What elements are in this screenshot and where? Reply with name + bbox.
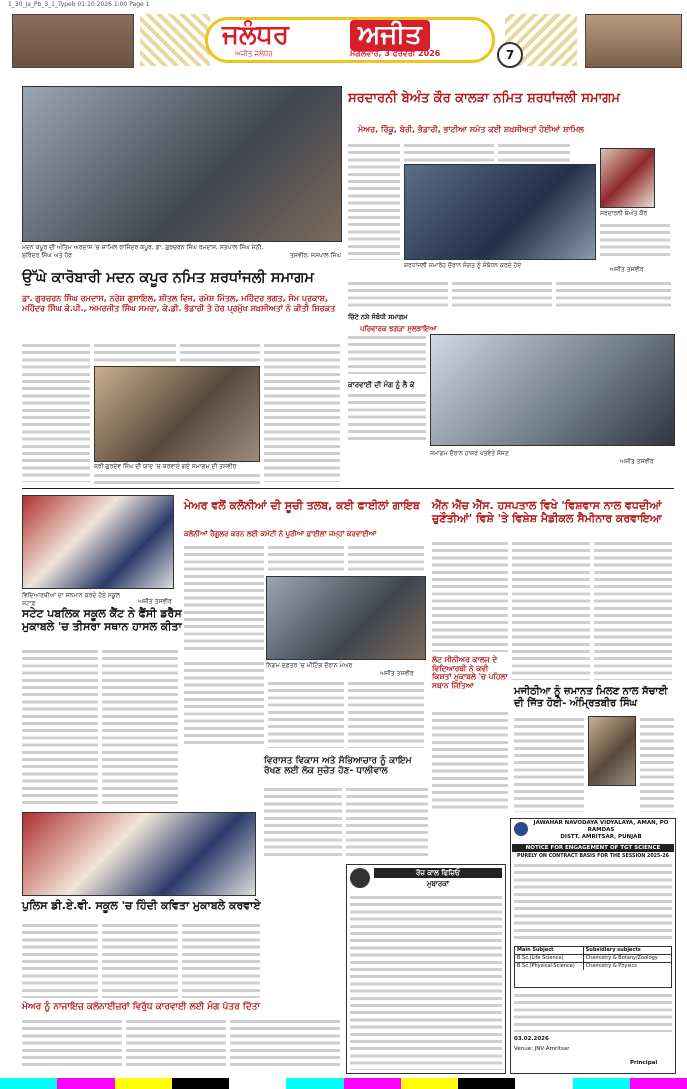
masthead-photo-right xyxy=(585,14,682,68)
story4-caption: ਵਿਦਿਆਰਥੀਆਂ ਦਾ ਸਨਮਾਨ ਕਰਦੇ ਹੋਏ ਸਕੂਲ ਸਟਾਫ਼ xyxy=(22,592,120,607)
ad-venue: Venue: JNV Amritsar xyxy=(514,1046,570,1052)
story10-text-col2 xyxy=(102,922,178,998)
ad-table-header-1: Main Subject xyxy=(515,947,584,954)
story1-inner-photo xyxy=(94,366,260,462)
story5-subhead: ਕਲੋਨੀਆਂ ਰੈਗੂਲਰ ਕਰਨ ਲਈ ਕਮੇਟੀ ਨੇ ਪੂਰੀਆਂ ਫ਼ਾਈਲਾਂ ਜਮ੍ਹਾਂ ਕਰਵਾਈਆਂ xyxy=(184,530,377,538)
masthead-photo-left xyxy=(12,14,134,68)
story2-text-col1 xyxy=(348,142,400,260)
story8-text-col2 xyxy=(640,716,674,812)
story10-text-col3 xyxy=(182,922,260,998)
notice-body xyxy=(350,894,502,1070)
story1-photo xyxy=(22,86,342,242)
masthead-pattern-left xyxy=(140,14,210,66)
ad-table-header-2: Subsidiary subjects xyxy=(585,947,641,953)
ad-date: 03.02.2026 xyxy=(514,1036,549,1042)
story5-credit: ਅਜੀਤ ਤਸਵੀਰ xyxy=(380,670,414,677)
story5-text-col2 xyxy=(268,544,344,574)
story10-bottom-text-col1 xyxy=(22,1018,122,1070)
story3-text-d xyxy=(348,334,426,374)
story3-credit: ਅਜੀਤ ਤਸਵੀਰ xyxy=(620,458,654,465)
story2-text-col2 xyxy=(404,142,494,162)
story5-headline: ਮੇਅਰ ਵਲੋਂ ਕਲੋਨੀਆਂ ਦੀ ਸੂਚੀ ਤਲਬ, ਕਈ ਫਾਈਲਾਂ ਗਾਇਬ xyxy=(184,499,420,512)
ad-table-cell: B.Sc.(Life Science) xyxy=(515,955,584,962)
story3-text-e xyxy=(348,392,426,442)
story3-kicker: ਚਿੱਟੇ ਨਸ਼ੇ ਸੰਬੰਧੀ ਸਮਾਗਮ xyxy=(348,313,408,321)
ad-notice-band-2: PURELY ON CONTRACT BASIS FOR THE SESSION 2025-26 xyxy=(516,854,670,859)
story5-photo-caption: ਨਿਗਮ ਦਫ਼ਤਰ 'ਚ ਮੀਟਿੰਗ ਦੌਰਾਨ ਮੇਅਰ xyxy=(266,662,353,669)
story2-headline: ਸਰਦਾਰਨੀ ਬੇਅੰਤ ਕੌਰ ਕਾਲੜਾ ਨਮਿਤ ਸ਼ਰਧਾਂਜਲੀ ਸਮਾਗਮ xyxy=(348,91,620,106)
story4-text-col2 xyxy=(102,648,178,808)
story9-text-col1 xyxy=(264,786,342,856)
story4-credit: ਅਜੀਤ ਤਸਵੀਰ xyxy=(138,598,172,605)
story9-text-col2 xyxy=(346,786,428,856)
story6-text-col3 xyxy=(594,540,672,680)
story2-subhead: ਮੇਅਰ, ਰਿੰਕੂ, ਬੇਰੀ, ਭੰਡਾਰੀ, ਭਾਟੀਆ ਸਮੇਤ ਕਈ ਸ਼ਖ਼ਸੀਅਤਾਂ ਹੋਈਆਂ ਸ਼ਾਮਿਲ xyxy=(358,125,584,134)
story4-text-col1 xyxy=(22,648,98,808)
story5-text-col1b xyxy=(184,660,264,748)
ad-school-name: JAWAHAR NAVODAYA VIDYALAYA, AMAN, PO RAMDAS xyxy=(533,820,669,833)
story3-text-b xyxy=(452,280,552,308)
story2-portrait-caption: ਸਰਦਾਰਨੀ ਬੇਅੰਤ ਕੌਰ xyxy=(600,210,648,217)
ad-logo-icon xyxy=(514,822,528,836)
story5-text-col3b xyxy=(348,680,424,748)
story1-text-col1 xyxy=(22,342,90,482)
story7-text xyxy=(432,710,508,810)
story5-text-col3 xyxy=(348,544,424,574)
story7-headline: ਲੋਟ ਸੀਨੀਅਰ ਕਾਲਜ ਦੇ ਵਿਦਿਆਰਥੀ ਨੇ ਕਵੀ ਕਿਸ਼ਤਾਂ ਮੁਕਾਬਲੇ 'ਚ ਪਹਿਲਾ ਸਥਾਨ ਜਿੱਤਿਆ xyxy=(432,655,508,690)
story10-text-col1 xyxy=(22,922,98,998)
story1-headline: ਉੱਘੇ ਕਾਰੋਬਾਰੀ ਮਦਨ ਕਪੂਰ ਨਮਿਤ ਸ਼ਰਧਾਂਜਲੀ ਸਮਾਗਮ xyxy=(22,270,314,286)
story3-text-a xyxy=(348,280,448,308)
story1-text-col3 xyxy=(180,342,260,364)
masthead-subtitle: ਅਜੀਤ ਜਲੰਧਰ xyxy=(235,50,273,58)
story10-bottom-headline: ਮੇਅਰ ਨੂੰ ਨਾਜਾਇਜ਼ ਕਲੋਨਾਈਜ਼ਰਾਂ ਵਿਰੁੱਧ ਕਾਰਵਾਈ ਲਈ ਮੰਗ ਪੱਤਰ ਦਿੱਤਾ xyxy=(22,1002,260,1012)
story2-text-col3 xyxy=(498,142,570,162)
story10-bottom-text-col3 xyxy=(230,1018,340,1070)
notice-emblem-icon xyxy=(350,868,370,888)
story5-text-col2b xyxy=(268,680,344,748)
story5-photo xyxy=(266,576,426,660)
story8-text-col1 xyxy=(514,716,584,812)
story3-mid-headline: ਪਰਿਵਾਰਕ ਝਗੜਾ ਸੁਲਝਾਇਆ xyxy=(360,325,437,333)
story10-headline: ਪੁਲਿਸ ਡੀ.ਏ.ਵੀ. ਸਕੂਲ 'ਚ ਹਿੰਦੀ ਕਵਿਤਾ ਮੁਕਾਬਲੇ ਕਰਵਾਏ xyxy=(22,899,261,912)
masthead-title-city: ਜਲੰਧਰ xyxy=(222,20,290,50)
story2-text-col4 xyxy=(600,222,670,260)
story5-text-col1 xyxy=(184,544,264,654)
story9-headline: ਵਿਰਾਸਤ ਵਿਕਾਸ ਅਤੇ ਸੱਭਿਆਚਾਰ ਨੂੰ ਕਾਇਮ ਰੱਖਣ ਲਈ ਲੋਕ ਸੁਚੇਤ ਹੋਣ- ਧਾਲੀਵਾਲ xyxy=(264,756,412,777)
story2-portrait xyxy=(600,148,655,208)
story1-credit: ਤਸਵੀਰ: ਜਸਪਾਲ ਸਿੰਘ xyxy=(290,252,341,259)
print-strip: 1_30_Ja_Pb_3_1_Typeb 01:10 2026 1:00 Page 1 xyxy=(8,1,150,8)
ad-district: DISTT. AMRITSAR, PUNJAB xyxy=(560,834,642,840)
ad-table-cell: Chemistry & Physics xyxy=(585,963,637,969)
ad-body-2 xyxy=(514,992,672,1032)
page-number: 7 xyxy=(497,42,523,68)
print-color-bar xyxy=(0,1078,687,1089)
ad-body xyxy=(514,862,672,942)
story1-text-bottom xyxy=(94,472,260,486)
story3-photo-caption: ਸਮਾਗਮ ਦੌਰਾਨ ਹਾਜ਼ਰ ਪਤਵੰਤੇ ਸੱਜਣ xyxy=(430,450,509,457)
masthead-title-paper: ਅਜੀਤ xyxy=(350,20,430,51)
ad-table xyxy=(514,946,672,988)
story6-text-col1 xyxy=(432,540,508,652)
story1-text-col4 xyxy=(264,342,340,482)
story3-text-c xyxy=(556,280,671,308)
ad-signature: Principal xyxy=(630,1060,658,1066)
ad-notice-band: NOTICE FOR ENGAGEMENT OF TGT SCIENCE xyxy=(512,844,674,852)
story6-headline: ਐੱਨ ਐੱਚ ਐੱਸ. ਹਸਪਤਾਲ ਵਿਖੇ 'ਵਿਸ਼ਵਾਸ ਨਾਲ ਵਧਦੀਆਂ ਚੁਣੌਤੀਆਂ' ਵਿਸ਼ੇ 'ਤੇ ਵਿਸ਼ੇਸ਼ ਮੈਡੀਕਲ ਸੈਮੀਨਾਰ ਕਰਵਾਇਆ xyxy=(432,499,662,525)
story1-inner-caption: ਸ਼੍ਰੀ ਗੁਰਦੇਵ ਸਿੰਘ ਦੀ ਯਾਦ 'ਚ ਕਰਵਾਏ ਗਏ ਸਮਾਗਮ ਦੀ ਤਸਵੀਰ xyxy=(94,463,237,470)
notice-title: ਰੋਜ਼ ਕਾਲ ਫਿਜ਼ਿਓ xyxy=(374,868,502,878)
story1-text-col2 xyxy=(94,342,176,364)
story1-caption: ਮਦਨ ਕਪੂਰ ਦੀ ਅੰਤਿਮ ਅਰਦਾਸ 'ਚ ਸ਼ਾਮਿਲ ਰਾਜਿੰਦਰ ਕਪੂਰ, ਡਾ. ਗੁਰਚਰਨ ਸਿੰਘ ਰਮਦਾਸ, ਸਤਪਾਲ ਸਿੰਘ ਸੇਠੀ, ਸੁਰਿੰਦਰ ਸਿੰਘ ਅਤੇ ਹੋਰ xyxy=(22,244,264,259)
notice-subtitle: ਮੁਬਾਰਕਾਂ xyxy=(426,880,450,888)
story2-photo xyxy=(404,164,596,260)
story10-bottom-text-col2 xyxy=(126,1018,226,1070)
issue-date: ਮੰਗਲਵਾਰ, 3 ਫਰਵਰੀ 2026 xyxy=(350,49,441,58)
story6-text-col2 xyxy=(512,540,590,680)
story10-photo xyxy=(22,812,256,896)
story4-headline: ਸਟੇਟ ਪਬਲਿਕ ਸਕੂਲ ਕੈਂਟ ਨੇ ਫੈਂਸੀ ਡਰੈੱਸ ਮੁਕਾਬਲੇ 'ਚ ਤੀਸਰਾ ਸਥਾਨ ਹਾਸਲ ਕੀਤਾ xyxy=(22,607,182,633)
story8-portrait xyxy=(588,716,636,786)
story2-credit: ਅਜੀਤ ਤਸਵੀਰ xyxy=(610,266,644,273)
section-divider xyxy=(22,488,674,489)
ad-table-cell: B.Sc.(Physical Science) xyxy=(515,963,584,970)
story4-photo xyxy=(22,495,174,589)
ad-table-cell: Chemistry & Botany/Zoology xyxy=(585,955,658,961)
story2-photo-caption: ਸ਼ਰਧਾਂਜਲੀ ਸਮਾਰੋਹ ਦੌਰਾਨ ਸੰਗਤ ਨੂੰ ਸੰਬੋਧਨ ਕਰਦੇ ਹੋਏ xyxy=(404,262,522,269)
story3-mid-headline2: ਕਾਰਵਾਈ ਦੀ ਮੰਗ ਨੂੰ ਲੈ ਕੇ xyxy=(348,381,415,389)
story1-subhead: ਡਾ. ਗੁਰਚਰਨ ਸਿੰਘ ਰਮਦਾਸ, ਨਰੇਸ਼ ਗੁਸਾਇਲ, ਸ਼ੀਤਲ ਵਿਜ, ਰਮੇਸ਼ ਮਿੱਤਲ, ਮਹਿੰਦਰ ਭਗਤ, ਸੋਮ ਪ੍ਰਕਾਸ਼, ਮਹਿੰਦਰ ਸਿੰਘ ਕੇ.ਪੀ., ਅਮਰਜੀਤ ਸਿੰਘ ਸਮਰਾ, ਕੇ.ਡੀ. ਭੰਡਾਰੀ ਤੇ ਹੋਰ ਪ੍ਰਮੁੱਖ ਸ਼ਖ਼ਸੀਅਤਾਂ ਨੇ ਕੀਤੀ ਸ਼ਿਰਕਤ xyxy=(22,294,336,313)
story8-headline: ਮਜੀਠੀਆ ਨੂੰ ਜ਼ਮਾਨਤ ਮਿਲਣ ਨਾਲ ਸੱਚਾਈ ਦੀ ਜਿੱਤ ਹੋਈ- ਅੰਮ੍ਰਿਤਬੀਰ ਸਿੰਘ xyxy=(514,686,668,709)
story3-photo xyxy=(430,334,675,446)
